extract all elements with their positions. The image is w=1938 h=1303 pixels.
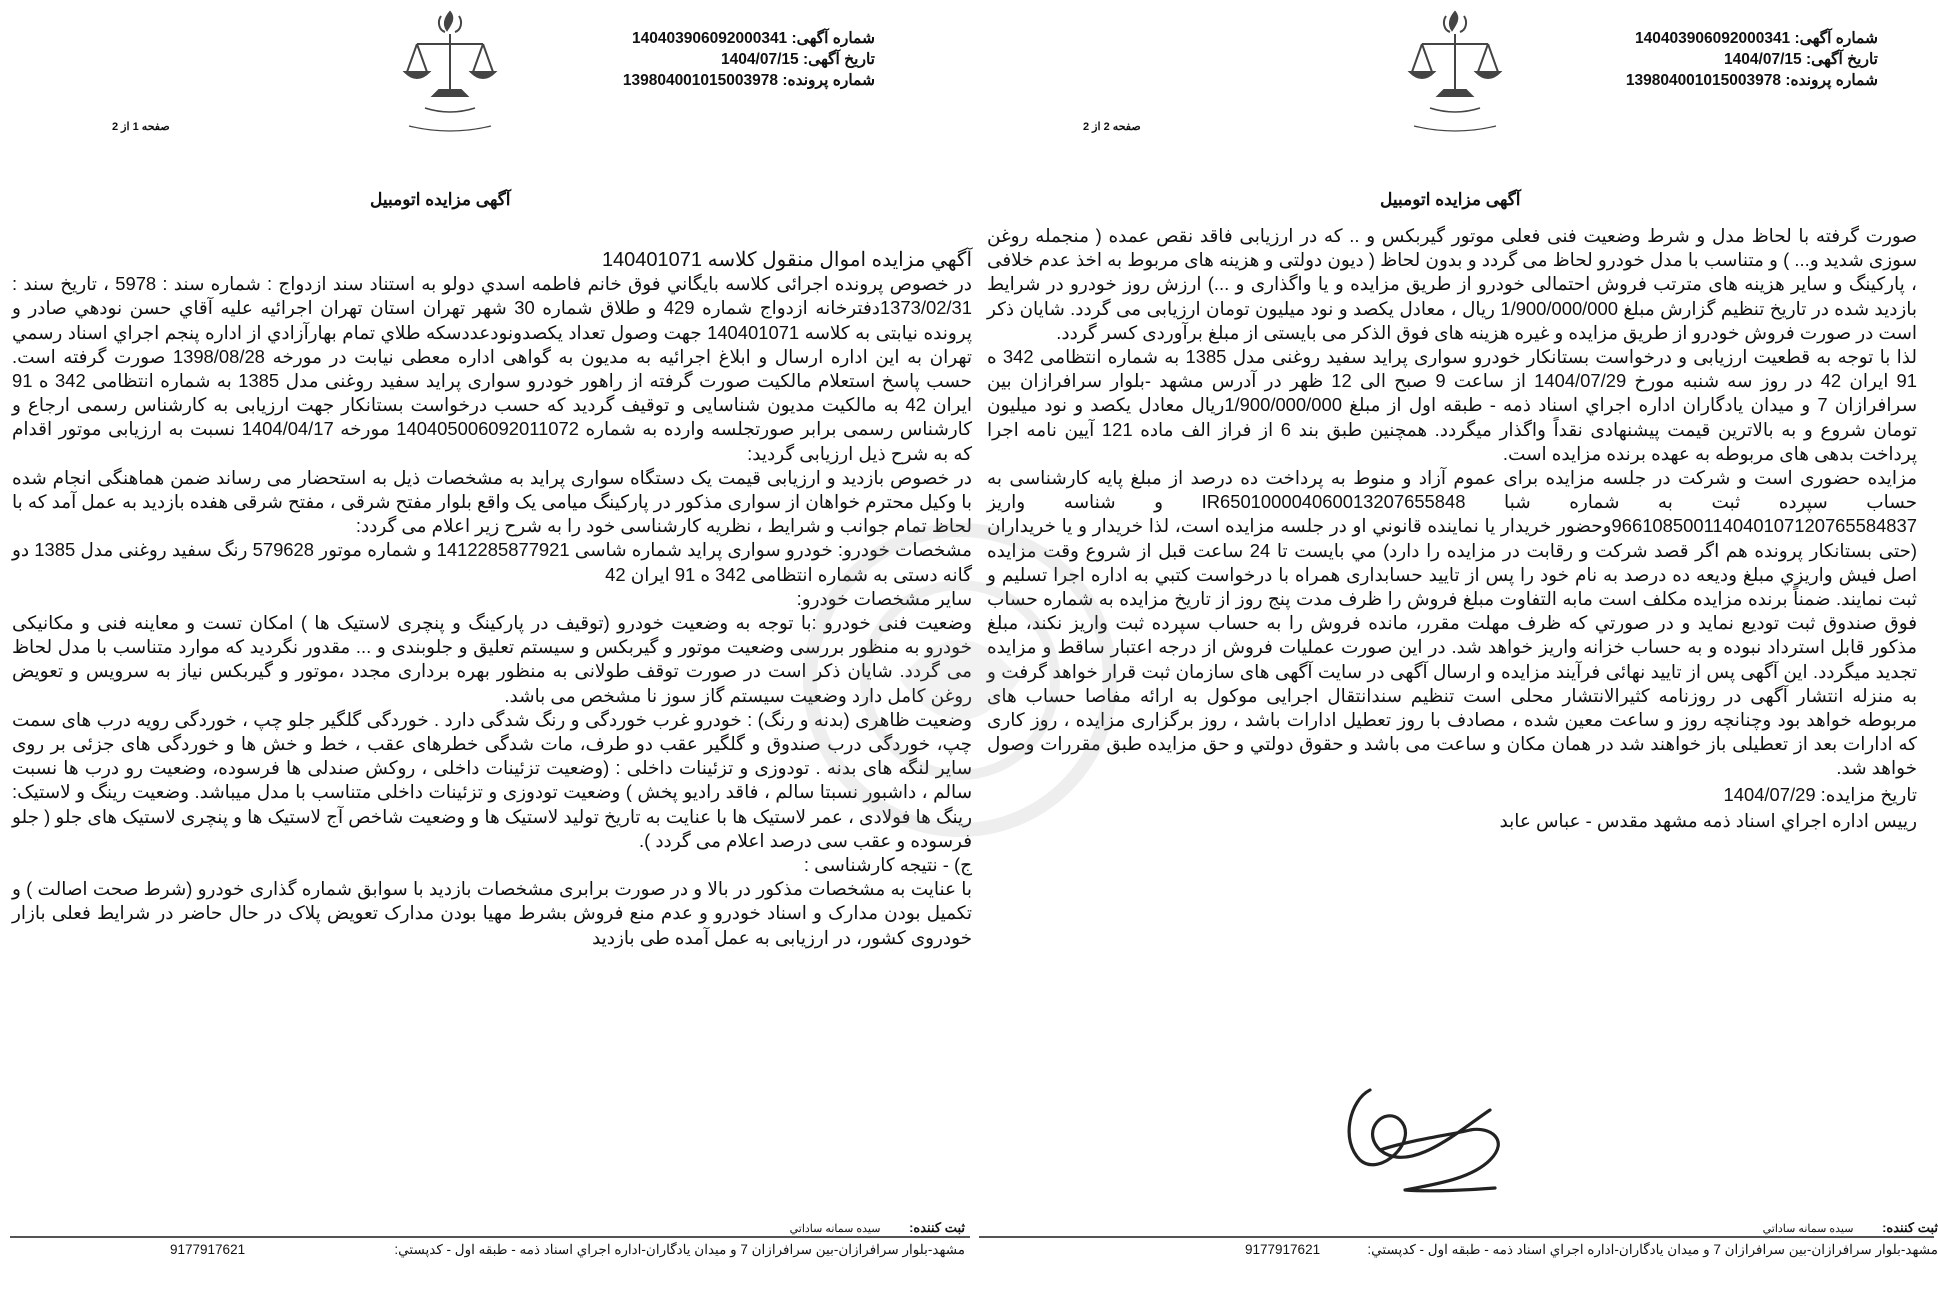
file-number-value: 139804001015003978 bbox=[622, 72, 779, 89]
registrar-name: سيده سمانه ساداتي bbox=[789, 1223, 881, 1235]
file-number-value: 139804001015003978 bbox=[1625, 72, 1782, 89]
body-paragraph: مزايده حضوری است و شركت در جلسه مزايده برای عموم آزاد و منوط به پرداخت ده درصد از مبلغ پايه كارشناسی به حساب سپرده ثبت به شماره شبا IR650100004060013207655848 و شناسه واريز 966108500114040107120765584837وحضور خريدار يا نماينده قانوني او در جلسه مزايده است، لذا خريدار و يا خريداران (حتی بستانكار پرونده هم اگر قصد شركت و رقابت در مزايده را دارد) مي بايست تا 24 ساعت قبل از شروع وقت مزايده اصل فيش واريزي مبلغ وديعه ده درصد به نام خود را پس از تاييد حسابداری همراه با درخواست كتبي به اداره اجرا تسليم و ثبت نمايند. ضمناً برنده مزايده مكلف است مابه التفاوت مبلغ فروش را ظرف مدت پنج روز از تاريخ مزايده به شماره حساب فوق صندوق ثبت توديع نمايد و در صورتي كه ظرف مهلت مقرر، مانده فروش را به حساب سپرده ثبت واريز نكند، مبلغ مذكور قابل استرداد نبوده و به حساب خزانه واريز خواهد شد. در اين صورت عمليات فروش از درجه اعتبار ساقط و مزايده تجديد ميگردد. اين آگهی پس از تاييد نهائی فرآيند مزايده و ارسال آگهی در سايت آگهی های سازمان ثبت قرار خواهد گرفت و به منزله انتشار آگهی در روزنامه كثيرالانتشار محلی است تنظيم سندانتقال اجرايی موكول به ارائه مفاصا حساب های مربوطه خواهد بود وچنانچه روز و ساعت معين شده ، مصادف با روز تعطيل ادارات باشد ، روز برگزاری مزايده ، روز كاری كه ادارات بعد از تعطيلی باز خواهند شد در همان مكان و ساعت می باشد و حقوق دولتي و حق مزايده طبق مقررات وصول خواهد شد. bbox=[987, 467, 1917, 779]
notice-title: آگهی مزایده اتومبیل bbox=[1380, 190, 1521, 209]
body-paragraph: لذا با توجه به قطعيت ارزيابی و درخواست بستانكار خودرو سواری پرايد سفيد روغنی مدل 1385 به شماره انتظامی 342 ه 91 ايران 42 در روز سه شنبه مورخ 1404/07/29 از ساعت 9 صبح الی 12 ظهر در آدرس مشهد -بلوار سرافرازان بين سرافرازان 7 و ميدان يادگاران اداره اجراي اسناد ذمه - طبقه اول از مبلغ 1/900/000/000ريال معادل يكصد و نود ميليون تومان شروع و به بالاترين قيمت پيشنهادی نقداً واگذار ميگردد. همچنين طبق بند 6 از فراز الف ماده 121 آيين نامه اجرا پرداخت بدهی های مربوطه به عهده برنده مزايده است. bbox=[987, 346, 1917, 464]
notice-number-value: 140403906092000341 bbox=[632, 30, 788, 47]
footer-postal-code: 9177917621 bbox=[170, 1242, 246, 1257]
notice-date-value: 1404/07/15 bbox=[1724, 51, 1802, 68]
notice-number-value: 140403906092000341 bbox=[1635, 30, 1791, 47]
notice-body bbox=[12, 248, 972, 950]
body-paragraph: با عنايت به مشخصات مذكور در بالا و در صورت برابری مشخصات بازديد با سوابق شماره گذاری خودرو (شرط صحت اصالت ) و تكميل بودن مدارک و اسناد خودرو و عدم منع فروش بشرط مهيا بودن مدارک تعويض پلاک در حال حاضر در شرايط فعلی بازار خودروی كشور، در ارزيابی به عمل آمده طی بازديد bbox=[12, 878, 972, 948]
judiciary-emblem-icon bbox=[1400, 4, 1510, 134]
file-number-row bbox=[1626, 70, 1878, 91]
registrar bbox=[1763, 1220, 1938, 1236]
notice-meta bbox=[1626, 28, 1878, 91]
file-number-row bbox=[623, 70, 875, 91]
body-paragraph: ج) - نتيجه كارشناسی : bbox=[803, 854, 972, 876]
notice-number-label: شماره آگهی: bbox=[791, 30, 875, 47]
footer-divider bbox=[979, 1236, 1934, 1238]
notice-meta bbox=[623, 28, 875, 91]
notice-date-row bbox=[623, 49, 875, 70]
registrar-label: ثبت کننده: bbox=[909, 1220, 965, 1235]
body-paragraph: ساير مشخصات خودرو: bbox=[796, 587, 972, 609]
notice-number-row bbox=[1626, 28, 1878, 49]
notice-body bbox=[987, 224, 1917, 833]
notice-date-label: تاريخ آگهی: bbox=[1805, 51, 1878, 68]
file-number-label: شماره پرونده: bbox=[1785, 72, 1878, 89]
body-paragraph: آگهي مزايده اموال منقول كلاسه 140401071 bbox=[601, 249, 972, 271]
body-paragraph: وضعيت ظاهری (بدنه و رنگ) : خودرو غرب خوردگی و رنگ شدگی دارد . خوردگی گلگير جلو چپ ، خوردگی رويه درب های سمت چپ، خوردگی درب صندوق و گلگير عقب دو طرف، مات شدگی خطرهای عقب ، خط و خش ها و خوردگی های جزئی بر روی ساير لنگه های بدنه . تودوزی و تزئينات داخلی : (وضعيت تزئينات داخلی ، روكش صندلی ها فرسوده، وضعيت رو درب ها نسبت سالم ، داشبور نسبتا سالم ، فاقد راديو پخش ) وضعيت تودوزی و تزئينات داخلی متناسب با مدل ميباشد. وضعيت رينگ و لاستيک: رينگ ها فولادی ، عمر لاستيک ها با عنايت به تاريخ توليد لاستيک ها و وضعيت شاخص آج لاستيک ها و پنچری لاستيک های جلو ( جلو فرسوده و عقب سی درصد اعلام می گردد ). bbox=[12, 708, 972, 851]
body-paragraph: در خصوص پرونده اجرائی كلاسه بايگاني فوق خانم فاطمه اسدي دولو به استناد سند ازدواج : شماره سند : 5978 ، تاريخ سند : 1373/02/31دفترخانه ازدواج شماره 429 و طلاق شماره 30 شهر تهران استان تهران اجرائيه عليه آقاي حسن نودهي صادر و پرونده نيابتی به كلاسه 140401071 جهت وصول تعداد يكصدونودعددسكه طلاي تمام بهارآزادي از اداره پنجم اجراي اسناد رسمي تهران به اين اداره ارسال و ابلاغ اجرائيه به مديون به گواهی اداره معطی نيابت در مورخه 1398/08/28 صورت گرفته است. حسب پاسخ استعلام مالكيت صورت گرفته از راهور خودرو سواری پرايد سفيد روغنی مدل 1385 به شماره انتظامی 342 ه 91 ايران 42 به مالكيت مديون شناسايی و توقيف گرديد كه حسب درخواست بستانكار جهت ارزيابی به كارشناس رسمی ارجاع و كارشناس رسمی برابر صورتجلسه وارده به شماره 140405006092011072 مورخه 1404/04/17 نسبت به ارزيابی موتور اقدام كه به شرح ذيل ارزيابی گرديد: bbox=[12, 273, 972, 464]
body-paragraph: وضعيت فنی خودرو :با توجه به وضعيت خودرو (توقيف در پاركينگ و پنچری لاستيک ها ) امكان تست و معاينه فنی و مكانيكی خودرو به منظور بررسی وضعيت موتور و گيربكس و سيستم تعليق و جلوبندی و ... مقدور نگرديد كه موارد متناسب با مدل لحاظ می گردد. شايان ذكر است در صورت توقف طولانی به منظور بهره برداری مجدد ،موتور و گيربكس نياز به سرويس و تعويض روغن كامل دارد وضعيت سيستم گاز سوز نا مشخص می باشد. bbox=[12, 612, 972, 706]
notice-date-value: 1404/07/15 bbox=[721, 51, 799, 68]
notice-date-row bbox=[1626, 49, 1878, 70]
registrar bbox=[790, 1220, 965, 1236]
notice-number-label: شماره آگهی: bbox=[1794, 30, 1878, 47]
footer-divider bbox=[10, 1236, 970, 1238]
page-2 bbox=[975, 0, 1938, 1303]
signature-mark bbox=[1320, 1070, 1550, 1220]
footer-postal-code: 9177917621 bbox=[1245, 1242, 1321, 1257]
file-number-label: شماره پرونده: bbox=[782, 72, 875, 89]
notice-date-label: تاريخ آگهی: bbox=[802, 51, 875, 68]
body-paragraph: مشخصات خودرو: خودرو سواری پرايد شماره شاسی 1412285877921 و شماره موتور 579628 رنگ سفيد روغنی مدل 1385 دو گانه دستی به شماره انتظامی 342 ه 91 ايران 42 bbox=[12, 539, 973, 585]
signatory: رييس اداره اجراي اسناد ذمه مشهد مقدس - عباس عابد bbox=[1499, 809, 1917, 831]
body-paragraph: در خصوص بازديد و ارزيابی قيمت يک دستگاه سواری پرايد به مشخصات ذيل به استحضار می رساند ضمن هماهنگی انجام شده با وكيل محترم خواهان از سواری مذكور در پاركينگ ميامی يک واقع بلوار مفتح شرقی ، مفتح شرقی هفده بازديد به عمل آمد كه با لحاظ تمام جوانب و شرايط ، نظريه كارشناسی خود را به شرح زير اعلام می گردد: bbox=[12, 466, 972, 537]
auction-date: تاريخ مزايده: 1404/07/29 bbox=[1723, 783, 1917, 805]
judiciary-emblem-icon bbox=[395, 4, 505, 134]
page-number: صفحه 2 از 2 bbox=[1083, 121, 1141, 133]
registrar-name: سيده سمانه ساداتي bbox=[1762, 1223, 1854, 1235]
body-paragraph: صورت گرفته با لحاظ مدل و شرط وضعيت فنی فعلی موتور گيربكس و .. كه در ارزيابی فاقد نقص عمده ( منجمله روغن سوزی شديد و... ) و متناسب با مدل خودرو لحاظ می گردد و بدون لحاظ ( ديون دولتی و هزينه های مربوط به اخذ عدم خلافی ، پاركينگ و ساير هزينه های مترتب فروش احتمالی خودرو از طريق مزايده و يا واگذاری و ...) ارزش روز خودرو در شرايط بازديد شده در تاريخ تنظيم گزارش مبلغ 1/900/000/000 ريال ، معادل يكصد و نود ميليون تومان ارزيابی می گردد. شايان ذكر است در صورت فروش خودرو از طريق مزايده و غيره هزينه های فوق الذكر می بايستی از مبلغ برآوردی كسر گردد. bbox=[987, 225, 1917, 343]
notice-number-row bbox=[623, 28, 875, 49]
footer-address: مشهد-بلوار سرافرازان-بين سرافرازان 7 و ميدان يادگاران-اداره اجراي اسناد ذمه - طبقه اول - کدپستي: bbox=[1367, 1242, 1938, 1257]
footer-address: مشهد-بلوار سرافرازان-بين سرافرازان 7 و ميدان يادگاران-اداره اجراي اسناد ذمه - طبقه اول - کدپستي: bbox=[394, 1242, 965, 1257]
notice-title: آگهی مزایده اتومبیل bbox=[370, 190, 511, 209]
registrar-label: ثبت کننده: bbox=[1882, 1220, 1938, 1235]
page-number: صفحه 1 از 2 bbox=[112, 121, 170, 133]
